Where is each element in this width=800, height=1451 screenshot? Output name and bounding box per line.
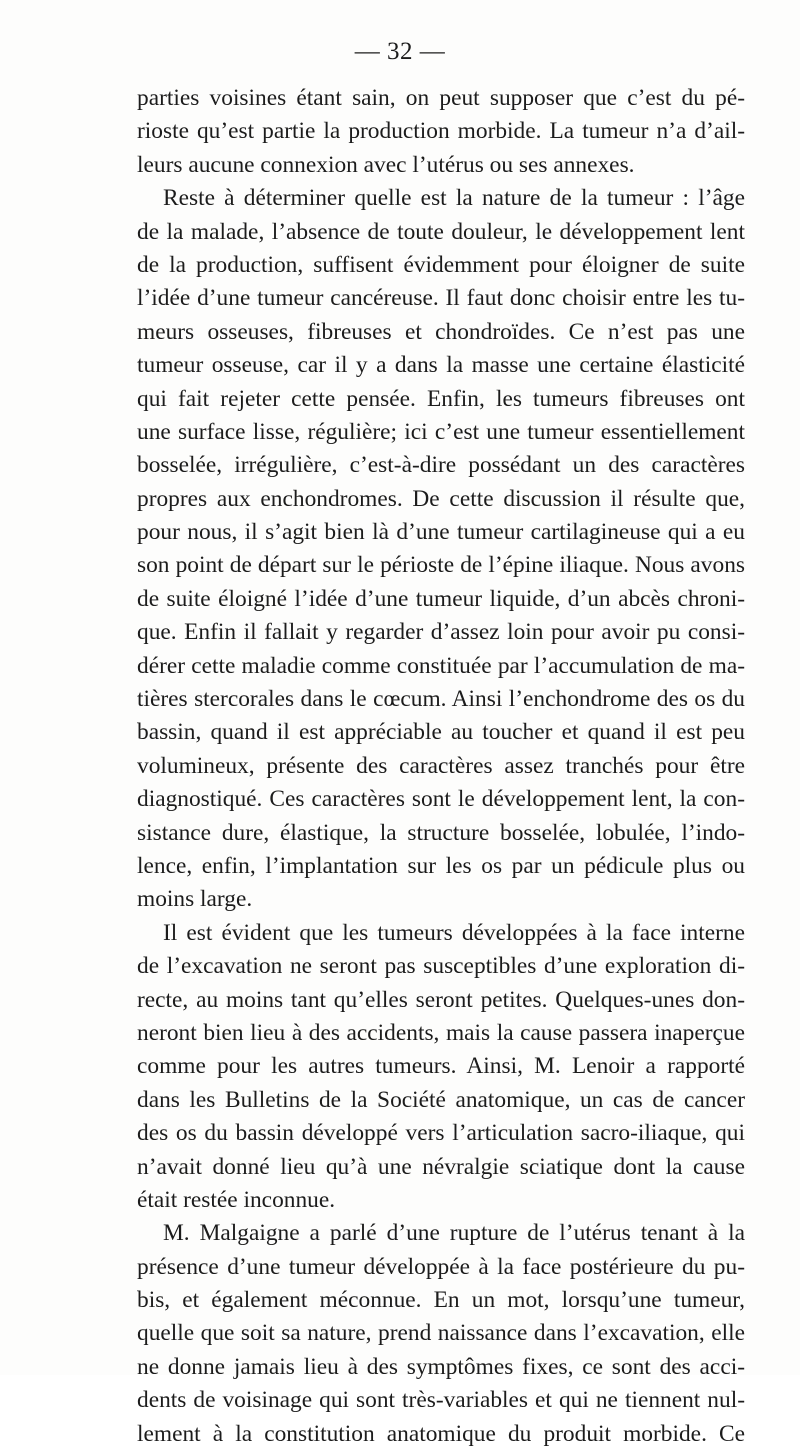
page-number: — 32 — <box>354 38 446 65</box>
text-line: pour nous, il s’agit bien là d’une tumeur cartilagineuse qui a eu <box>137 519 745 546</box>
text-line: propres aux enchondromes. De cette discussion il résulte que, <box>137 485 745 512</box>
text-line: bis, et également méconnue. En un mot, lorsqu’une tumeur, <box>137 1287 745 1314</box>
text-line: Reste à déterminer quelle est la nature de la tumeur : l’âge <box>163 185 745 212</box>
paragraph <box>137 1217 745 1451</box>
text-line: moins large. <box>137 886 253 913</box>
text-line: de la malade, l’absence de toute douleur, le développement lent <box>137 218 745 245</box>
paragraph <box>137 82 745 182</box>
text-line: tières stercorales dans le cœcum. Ainsi l’enchondrome des os du <box>137 686 745 713</box>
text-line: volumineux, présente des caractères assez tranchés pour être <box>137 752 745 779</box>
body-text <box>137 82 745 1451</box>
text-line: son point de départ sur le périoste de l’épine iliaque. Nous avons <box>137 552 745 579</box>
text-line: dans les Bulletins de la Société anatomique, un cas de cancer <box>137 1086 745 1113</box>
text-line: rioste qu’est partie la production morbide. La tumeur n’a d’ail- <box>137 118 745 145</box>
text-line: de la production, suffisent évidemment pour éloigner de suite <box>137 251 745 278</box>
text-line: lement à la constitution anatomique du produit morbide. Ce <box>137 1420 745 1447</box>
text-line: diagnostiqué. Ces caractères sont le développement lent, la con- <box>137 786 745 813</box>
text-line: tumeur osseuse, car il y a dans la masse une certaine élasticité <box>137 352 745 379</box>
text-line: des os du bassin développé vers l’articulation sacro-iliaque, qui <box>137 1120 745 1147</box>
text-line: recte, au moins tant qu’elles seront petites. Quelques-unes don- <box>137 986 745 1013</box>
text-line: n’avait donné lieu qu’à une névralgie sciatique dont la cause <box>137 1153 745 1180</box>
text-line: bassin, quand il est appréciable au toucher et quand il est peu <box>137 719 745 746</box>
text-line: présence d’une tumeur développée à la face postérieure du pu- <box>137 1253 745 1280</box>
text-line: dents de voisinage qui sont très-variables et qui ne tiennent nul- <box>137 1387 745 1414</box>
text-line: comme pour les autres tumeurs. Ainsi, M. Lenoir a rapporté <box>137 1053 745 1080</box>
text-line: quelle que soit sa nature, prend naissance dans l’excavation, elle <box>137 1320 745 1347</box>
paragraph <box>137 182 745 917</box>
text-line: dérer cette maladie comme constituée par l’accumulation de ma- <box>137 652 745 679</box>
text-line: lence, enfin, l’implantation sur les os par un pédicule plus ou <box>137 852 745 879</box>
paragraph <box>137 917 745 1218</box>
text-line: de suite éloigné l’idée d’une tumeur liquide, d’un abcès chroni- <box>137 585 745 612</box>
text-line: Il est évident que les tumeurs développées à la face interne <box>163 919 745 946</box>
text-line: que. Enfin il fallait y regarder d’assez loin pour avoir pu consi- <box>137 619 745 646</box>
text-line: sistance dure, élastique, la structure bosselée, lobulée, l’indo- <box>137 819 745 846</box>
text-line: qui fait rejeter cette pensée. Enfin, les tumeurs fibreuses ont <box>137 385 745 412</box>
text-line: bosselée, irrégulière, c’est-à-dire possédant un des caractères <box>137 452 745 479</box>
text-line: de l’excavation ne seront pas susceptibles d’une exploration di- <box>137 953 745 980</box>
text-line: leurs aucune connexion avec l’utérus ou ses annexes. <box>137 151 635 178</box>
text-line: M. Malgaigne a parlé d’une rupture de l’utérus tenant à la <box>163 1220 745 1247</box>
text-line: neront bien lieu à des accidents, mais la cause passera inaperçue <box>137 1019 745 1046</box>
text-line: l’idée d’une tumeur cancéreuse. Il faut donc choisir entre les tu- <box>137 285 745 312</box>
text-line: parties voisines étant sain, on peut supposer que c’est du pé- <box>137 85 745 111</box>
text-line: meurs osseuses, fibreuses et chondroïdes. Ce n’est pas une <box>137 318 745 345</box>
text-line: une surface lisse, régulière; ici c’est une tumeur essentiellement <box>137 418 745 445</box>
text-line: ne donne jamais lieu à des symptômes fixes, ce sont des acci- <box>137 1353 745 1380</box>
text-line: était restée inconnue. <box>137 1186 336 1213</box>
